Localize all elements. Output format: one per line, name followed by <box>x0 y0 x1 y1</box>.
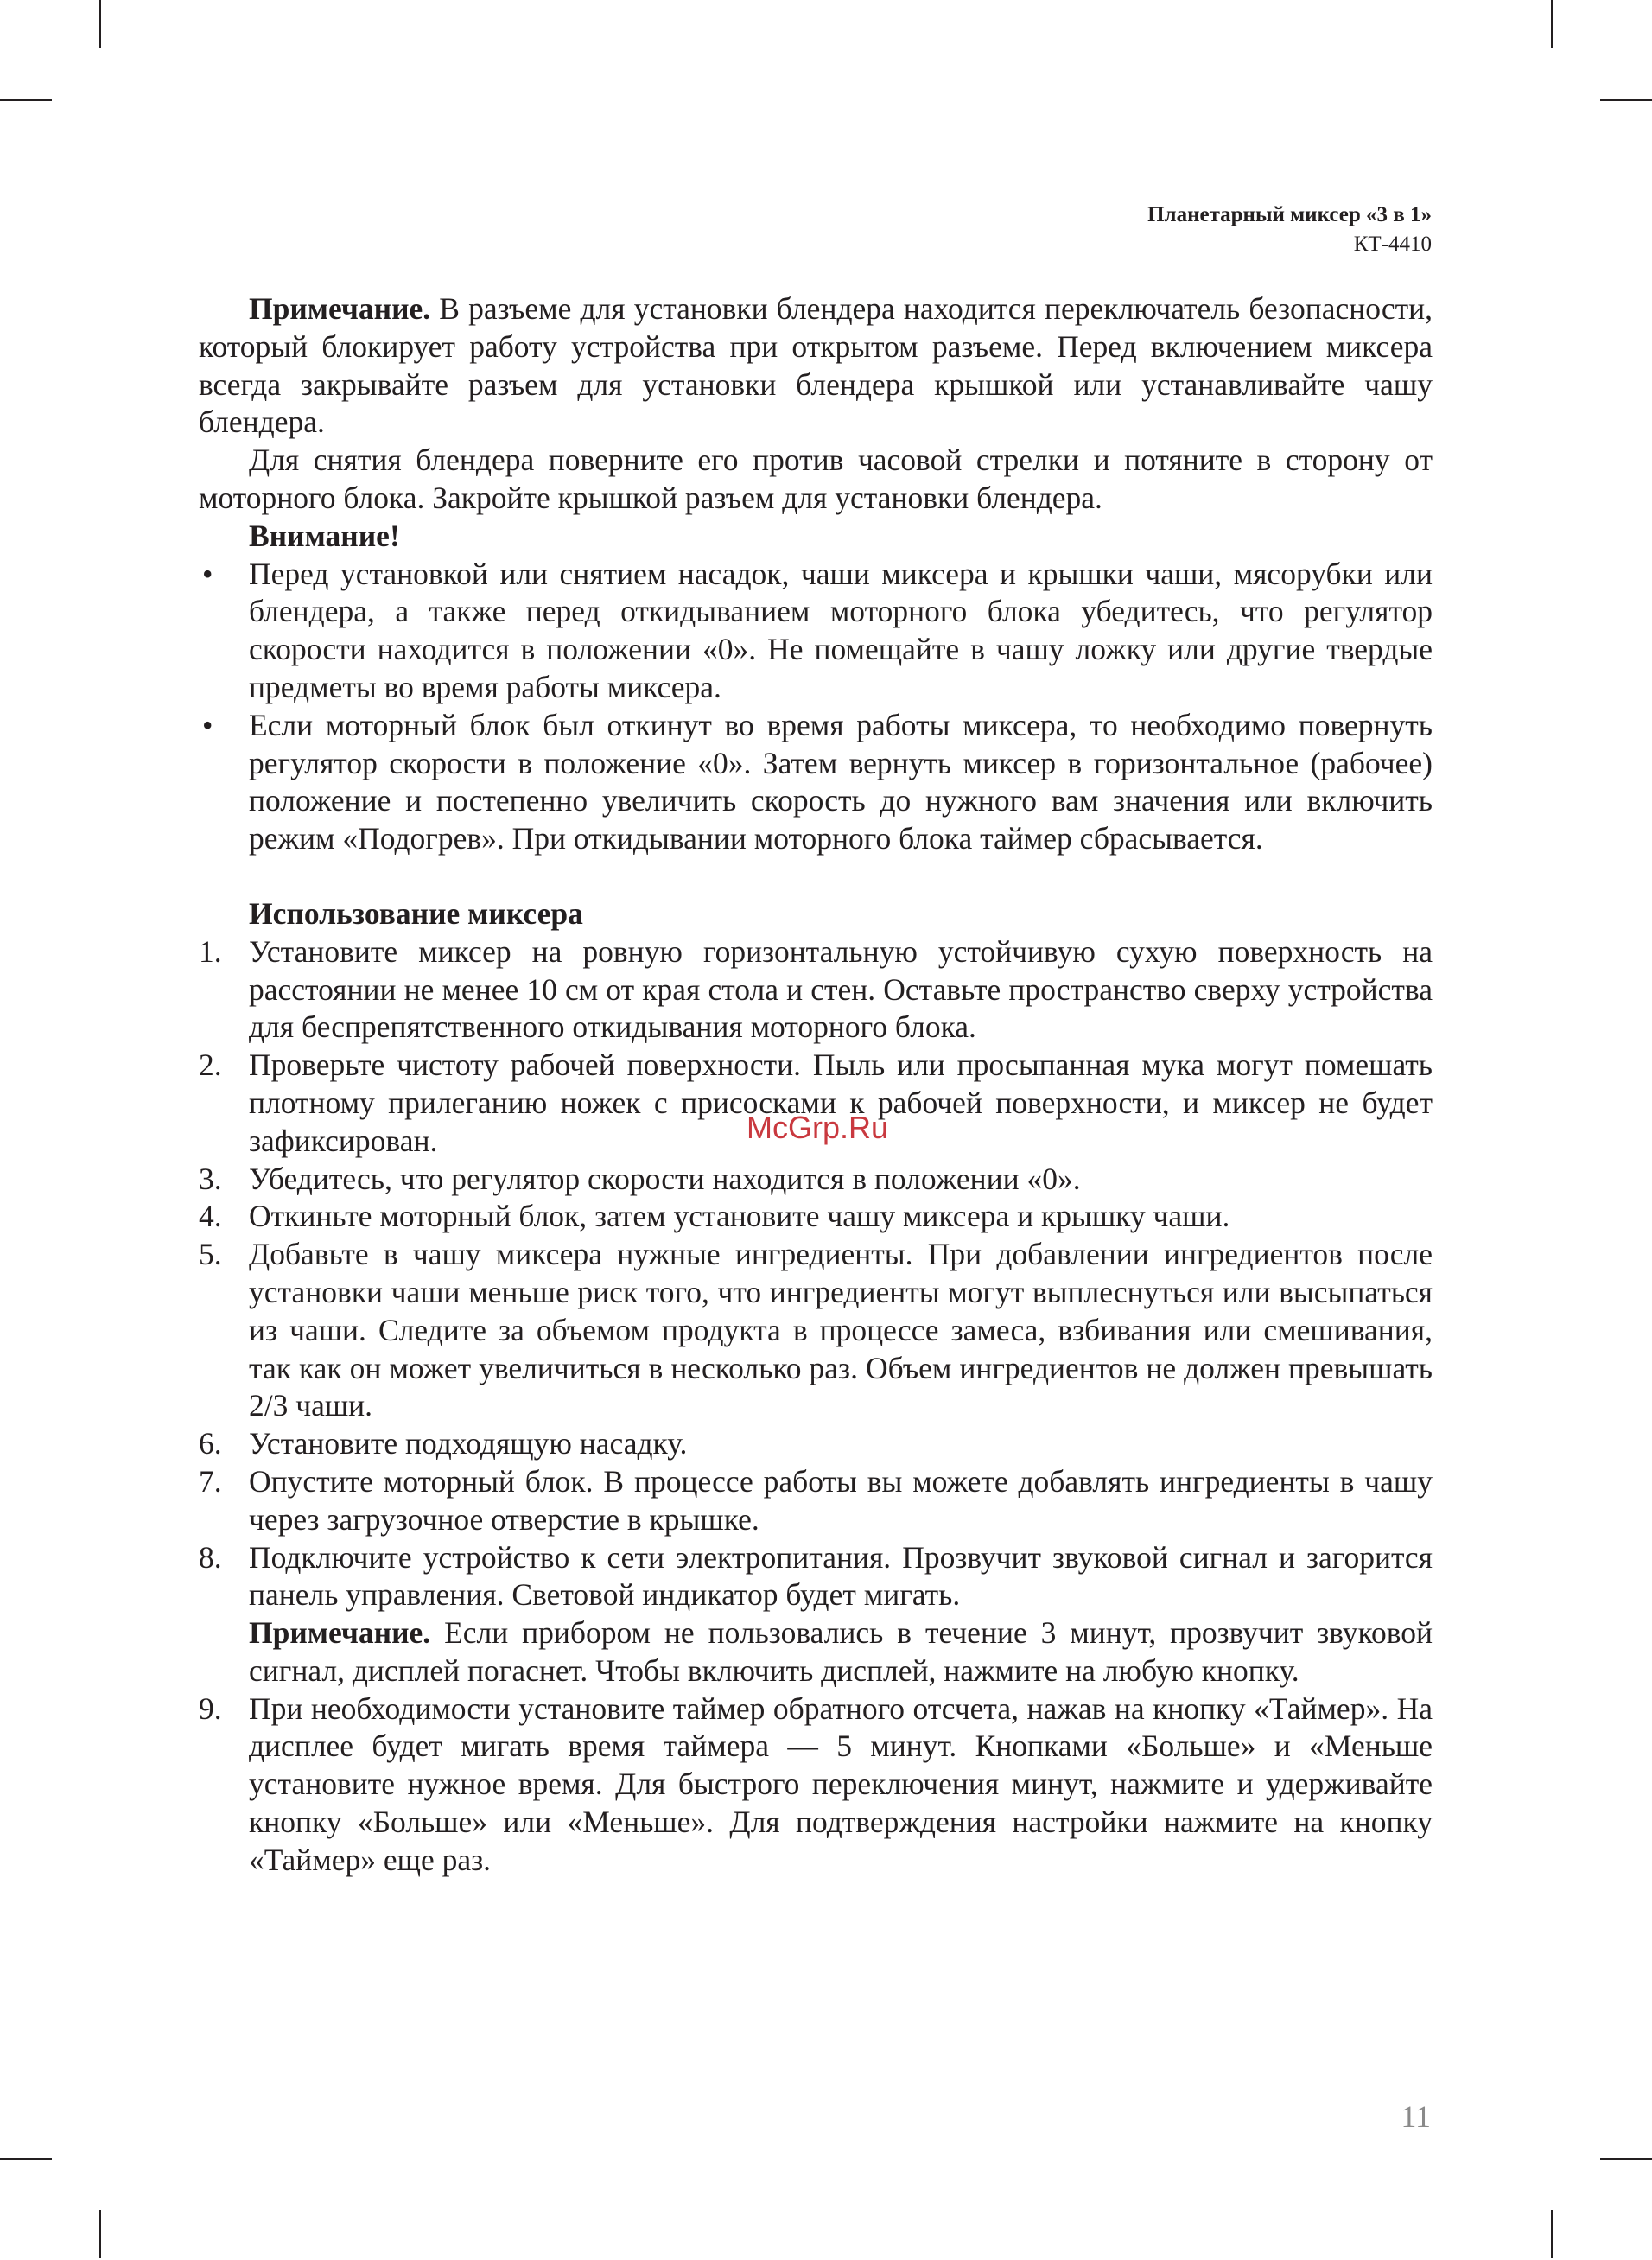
step-text: Убедитесь, что регулятор скорости находится в положении «0». <box>249 1161 1081 1196</box>
usage-steps <box>199 933 1433 1880</box>
attention-heading: Внимание! <box>249 518 400 553</box>
crop-mark <box>1551 2210 1553 2258</box>
crop-mark <box>99 2210 101 2258</box>
list-item <box>199 1198 1433 1236</box>
step-text: Подключите устройство к сети электропитания. Прозвучит звуковой сигнал и загорится панель управления. Световой индикатор будет мигать. <box>249 1539 1433 1613</box>
section-heading: Использование миксера <box>249 895 583 931</box>
warning-text: Перед установкой или снятием насадок, чаши миксера и крышки чаши, мясорубки или блендера, а также перед откидыванием моторного блока убедитесь, что регулятор скорости находится в положении «0». Не помещайте в чашу ложку или другие твердые предметы во время работы миксера. <box>249 556 1433 704</box>
crop-mark <box>0 2158 52 2160</box>
step-text: Откиньте моторный блок, затем установите чашу миксера и крышку чаши. <box>249 1199 1230 1234</box>
bullet-marker: • <box>202 556 213 591</box>
step-text: Установите миксер на ровную горизонтальную устойчивую сухую поверхность на расстоянии не менее 10 см от края стола и стен. Оставьте пространство сверху устройства для беспрепятственного откидывания моторного блока. <box>249 933 1433 1045</box>
step-text: При необходимости установите таймер обратного отсчета, нажав на кнопку «Таймер». На дисплее будет мигать время таймера — 5 минут. Кнопками «Больше» и «Меньше установите нужное время. Для быстрого переключения минут, нажмите и удерживайте кнопку «Больше» или «Меньше». Для подтверждения настройки нажмите на кнопку «Таймер» еще раз. <box>249 1690 1433 1877</box>
note-text: В разъеме для установки блендера находится переключатель безопасности, который блокирует работу устройства при открытом разъеме. Перед включением миксера всегда закрывайте разъем для установки блендера крышкой или устанавливайте чашу блендера. <box>199 291 1433 440</box>
bullet-marker: • <box>202 707 213 742</box>
step-number: 2. <box>199 1047 222 1083</box>
list-item <box>199 556 1433 707</box>
list-item <box>199 1236 1433 1425</box>
step-text: Опустите моторный блок. В процессе работы вы можете добавлять ингредиенты в чашу через загрузочное отверстие в крышке. <box>249 1463 1433 1537</box>
note-text: Если прибором не пользовались в течение 3 минут, прозвучит звуковой сигнал, дисплей погаснет. Чтобы включить дисплей, нажмите на любую кнопку. <box>249 1615 1433 1688</box>
header-model: КТ-4410 <box>1353 232 1432 256</box>
note-label: Примечание. <box>249 1615 431 1651</box>
list-item <box>199 1425 1433 1463</box>
warning-list <box>199 556 1433 858</box>
list-item <box>199 1690 1433 1880</box>
step-number: 9. <box>199 1690 222 1726</box>
step-text: Проверьте чистоту рабочей поверхности. Пыль или просыпанная мука могут помешать плотному прилеганию ножек с присосками к рабочей поверхности, и миксер не будет зафиксирован. <box>249 1047 1433 1158</box>
header-title: Планетарный миксер «3 в 1» <box>1147 203 1432 226</box>
blender-removal-paragraph: Для снятия блендера поверните его против часовой стрелки и потяните в сторону от моторного блока. Закройте крышкой разъем для установки блендера. <box>199 442 1433 515</box>
safety-note-paragraph <box>199 290 1433 442</box>
list-item <box>199 1539 1433 1690</box>
crop-mark <box>1551 0 1553 48</box>
crop-mark <box>1600 99 1652 101</box>
warning-text: Если моторный блок был откинут во время работы миксера, то необходимо повернуть регулятор скорости в положение «0». Затем вернуть миксер в горизонтальное (рабочее) положение и постепенно увеличить скорость до нужного вам значения или включить режим «Подогрев». При откидывании моторного блока таймер сбрасывается. <box>249 707 1433 856</box>
page-content <box>199 290 1433 1880</box>
step-number: 1. <box>199 933 222 969</box>
crop-mark <box>99 0 101 48</box>
note-label: Примечание. <box>249 291 431 326</box>
page-number: 11 <box>1401 2099 1431 2134</box>
step-number: 5. <box>199 1237 222 1272</box>
step-text: Добавьте в чашу миксера нужные ингредиенты. При добавлении ингредиентов после установки чаши меньше риск того, что ингредиенты могут выплеснуться или высыпаться из чаши. Следите за объемом продукта в процессе замеса, взбивания или смешивания, так как он может увеличиться в несколько раз. Объем ингредиентов не должен превышать 2/3 чаши. <box>249 1237 1433 1423</box>
running-header <box>1147 201 1432 259</box>
step-number: 4. <box>199 1199 222 1234</box>
list-item <box>199 1161 1433 1199</box>
list-item <box>199 933 1433 1047</box>
list-item <box>199 1463 1433 1539</box>
crop-mark <box>1600 2158 1652 2160</box>
crop-mark <box>0 99 52 101</box>
watermark: McGrp.Ru <box>747 1110 889 1145</box>
list-item <box>199 707 1433 858</box>
step-number: 8. <box>199 1539 222 1575</box>
step-number: 3. <box>199 1161 222 1196</box>
step-number: 6. <box>199 1426 222 1461</box>
step-number: 7. <box>199 1463 222 1499</box>
step-text: Установите подходящую насадку. <box>249 1426 688 1461</box>
